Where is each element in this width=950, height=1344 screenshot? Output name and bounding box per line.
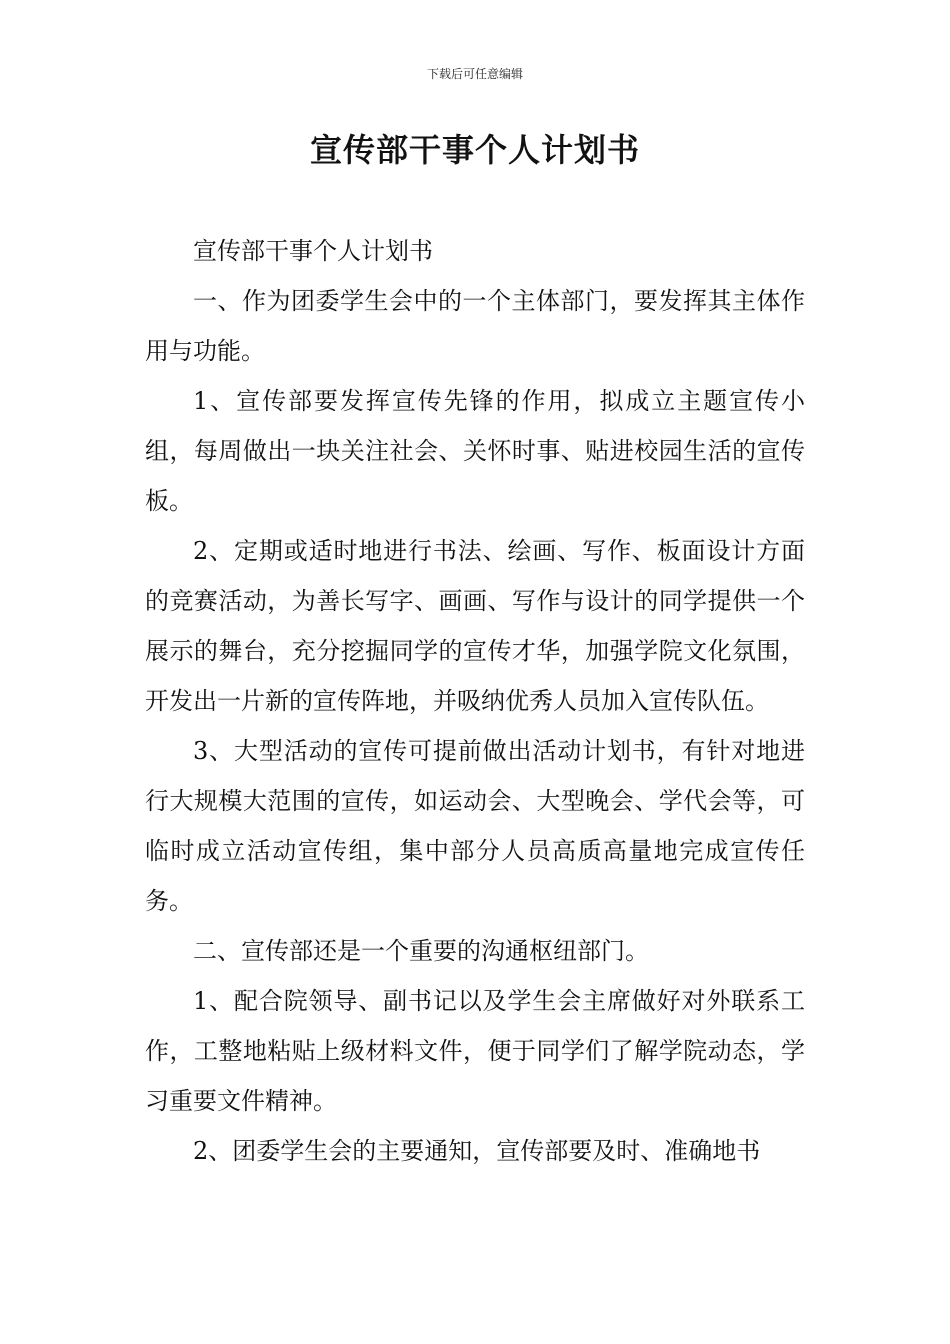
document-title: 宣传部干事个人计划书: [309, 131, 640, 169]
paragraph-section-1: 一、作为团委学生会中的一个主体部门，要发挥其主体作用与功能。: [145, 287, 805, 365]
paragraph-item-1-2: 2、定期或适时地进行书法、绘画、写作、板面设计方面的竞赛活动，为善长写字、画画、写作与设计的同学提供一个展示的舞台，充分挖掘同学的宣传才华，加强学院文化氛围，开发出一片新的宣传阵地，并吸纳优秀人员加入宣传队伍。: [145, 537, 805, 715]
paragraph-item-1-1: 1、宣传部要发挥宣传先锋的作用，拟成立主题宣传小组，每周做出一块关注社会、关怀时事、贴进校园生活的宣传板。: [145, 387, 805, 515]
paragraph-section-2: 二、宣传部还是一个重要的沟通枢纽部门。: [193, 937, 649, 965]
paragraph-item-2-1: 1、配合院领导、副书记以及学生会主席做好对外联系工作，工整地粘贴上级材料文件，便于同学们了解学院动态，学习重要文件精神。: [145, 987, 805, 1115]
header-note: 下载后可任意编辑: [426, 67, 523, 81]
document-body: [145, 226, 805, 1176]
paragraph-subtitle: 宣传部干事个人计划书: [193, 237, 433, 265]
paragraph-item-1-3: 3、大型活动的宣传可提前做出活动计划书，有针对地进行大规模大范围的宣传，如运动会、大型晚会、学代会等，可临时成立活动宣传组，集中部分人员高质高量地完成宣传任务。: [145, 737, 805, 915]
paragraph-item-2-2: 2、团委学生会的主要通知，宣传部要及时、准确地书: [193, 1137, 761, 1165]
